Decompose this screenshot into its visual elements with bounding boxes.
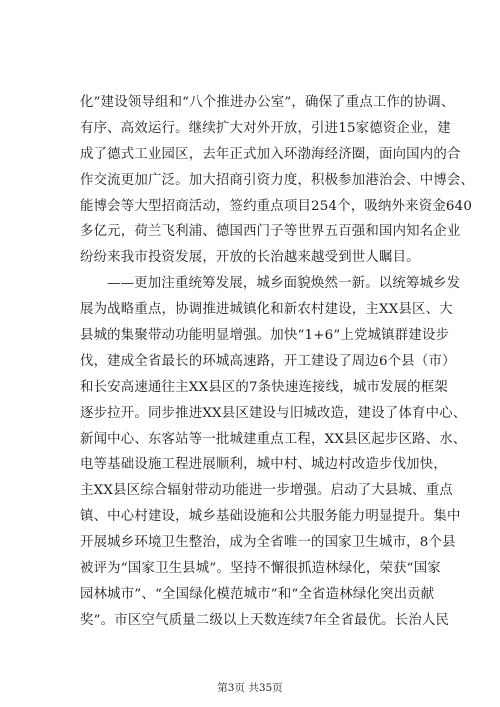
text-line: 能博会等大型招商活动，签约重点项目254个，吸纳外来资金640 xyxy=(80,198,473,214)
body-text xyxy=(80,90,475,634)
text-line: 纷纷来我市投资发展，开放的长治越来越受到世人瞩目。 xyxy=(80,250,420,266)
text-line: 成了德式工业园区，去年正式加入环渤海经济圈，面向国内的合 xyxy=(80,146,461,162)
text-line: 镇、中心村建设，城乡基础设施和公共服务能力明显提升。集中 xyxy=(80,509,461,525)
text-line: 伐，建成全省最长的环城高速路，开工建设了周边6个县（市） xyxy=(80,353,456,369)
text-line: 展为战略重点，协调推进城镇化和新农村建设，主XX县区、大 xyxy=(80,302,453,318)
paragraph-start-line: ——更加注重统筹发展，城乡面貌焕然一新。以统筹城乡发 xyxy=(107,276,461,292)
text-line: 园林城市”、“全国绿化模范城市”和“全省造林绿化突出贡献 xyxy=(80,586,435,602)
text-line: 和长安高速通往主XX县区的7条快速连接线，城市发展的框架 xyxy=(80,379,448,395)
text-line: 化”建设领导组和“八个推进办公室”，确保了重点工作的协调、 xyxy=(80,95,455,110)
page-number-footer: 第3页 共35页 xyxy=(217,682,283,694)
text-line: 新闻中心、东客站等一批城建重点工程，XX县区起步区路、水、 xyxy=(80,431,467,447)
text-line: 被评为“国家卫生县城”。坚持不懈很抓造林绿化，荣获“国家 xyxy=(80,561,441,577)
text-line: 县城的集聚带动功能明显增强。加快“1+6”上党城镇群建设步 xyxy=(80,328,450,344)
text-line: 逐步拉开。同步推进XX县区建设与旧城改造，建设了体育中心、 xyxy=(80,405,467,421)
text-line: 电等基础设施工程进展顺利，城中村、城边村改造步伐加快， xyxy=(80,457,447,473)
text-line: 主XX县区综合辐射带动功能进一步增强。启动了大县城、重点 xyxy=(80,483,453,499)
text-line: 作交流更加广泛。加大招商引资力度，积极参加港治会、中博会、 xyxy=(80,172,475,188)
text-line: 奖”。市区空气质量二级以上天数连续7年全省最优。长治人民 xyxy=(80,612,450,628)
text-line: 有序、高效运行。继续扩大对外开放，引进15家德资企业，建 xyxy=(80,120,451,136)
text-line: 开展城乡环境卫生整治，成为全省唯一的国家卫生城市，8个县 xyxy=(80,535,456,551)
text-line: 多亿元，荷兰飞利浦、德国西门子等世界五百强和国内知名企业 xyxy=(80,224,461,240)
